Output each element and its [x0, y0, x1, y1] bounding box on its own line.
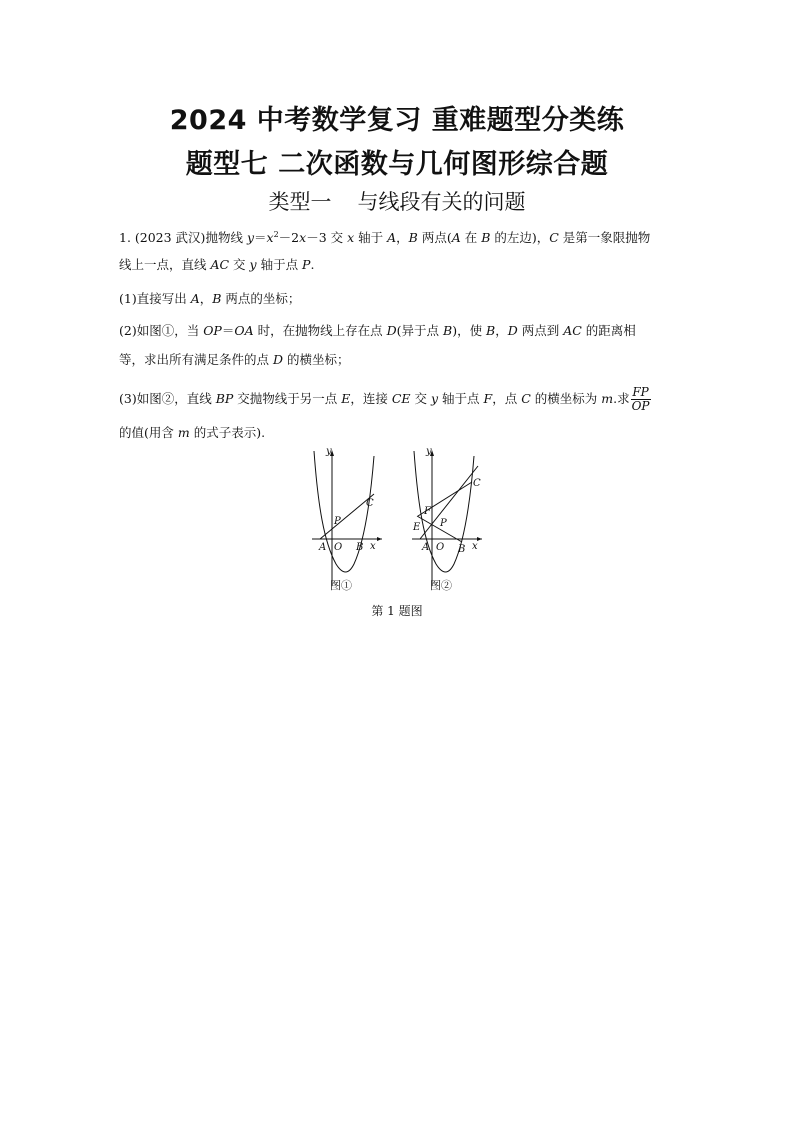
sub-title: 题型七 二次函数与几何图形综合题: [185, 149, 609, 180]
fig2-label-a: A: [422, 542, 430, 553]
fig1-label-p: P: [334, 516, 341, 527]
question-part-3-line-2: 的值(用含 m 的式子表示).: [119, 425, 266, 440]
fig2-label-y: y: [426, 446, 432, 457]
fig2-label-o: O: [436, 542, 445, 553]
fig1-label-a: A: [319, 542, 327, 553]
figure-caption: 第 1 题图: [371, 604, 423, 618]
figure-2: [412, 446, 482, 592]
question-part-2-line-1: (2)如图①，当 OP＝OA 时，在抛物线上存在点 D(异于点 B)，使 B，D 两点到 AC 的距离相: [119, 323, 636, 338]
main-title: 2024 中考数学复习 重难题型分类练: [169, 105, 625, 136]
fig2-label-p: P: [440, 518, 447, 529]
section-type: 类型一: [268, 190, 332, 214]
fig1-parabola: [314, 451, 374, 572]
figure-1: [312, 446, 382, 592]
question-part-1: (1)直接写出 A，B 两点的坐标；: [119, 291, 301, 306]
fig1-label-x: x: [370, 541, 376, 552]
figure-svg: [300, 446, 500, 596]
fig2-caption: 图②: [430, 579, 452, 592]
fig1-label-y: y: [326, 446, 332, 457]
fig1-x-arrow: [377, 537, 382, 541]
question-stem-line-1: 1. (2023 武汉)抛物线 $y=x^2-2x-3$ 交 x 轴于 A，B 两点(A 在 B 的左边)，C 是第一象限抛物: [119, 230, 651, 246]
section-title: [0, 186, 794, 216]
fraction-fp-over-op: $\frac{FP}{OP}$: [631, 385, 650, 413]
fig1-label-c: C: [366, 498, 374, 509]
fig1-label-b: B: [356, 542, 364, 553]
question-part-3-line-1: (3)如图②，直线 BP 交抛物线于另一点 E，连接 CE 交 y 轴于点 F，点 C 的横坐标为 m.求 $\frac{FP}{OP}$: [119, 385, 650, 413]
fig2-label-c: C: [473, 478, 481, 489]
fig2-label-f: F: [424, 506, 431, 517]
fig2-label-b: B: [458, 544, 466, 555]
question-part-2-line-2: 等，求出所有满足条件的点 D 的横坐标；: [119, 352, 350, 367]
fig2-label-x: x: [472, 541, 478, 552]
question-stem-line-2: 线上一点，直线 AC 交 y 轴于点 P.: [119, 257, 315, 272]
fig1-caption: 图①: [330, 579, 352, 592]
figures: [300, 446, 500, 596]
section-topic: 与线段有关的问题: [357, 190, 526, 214]
fig2-x-arrow: [477, 537, 482, 541]
fig2-label-e: E: [413, 522, 421, 533]
fig1-label-o: O: [334, 542, 343, 553]
